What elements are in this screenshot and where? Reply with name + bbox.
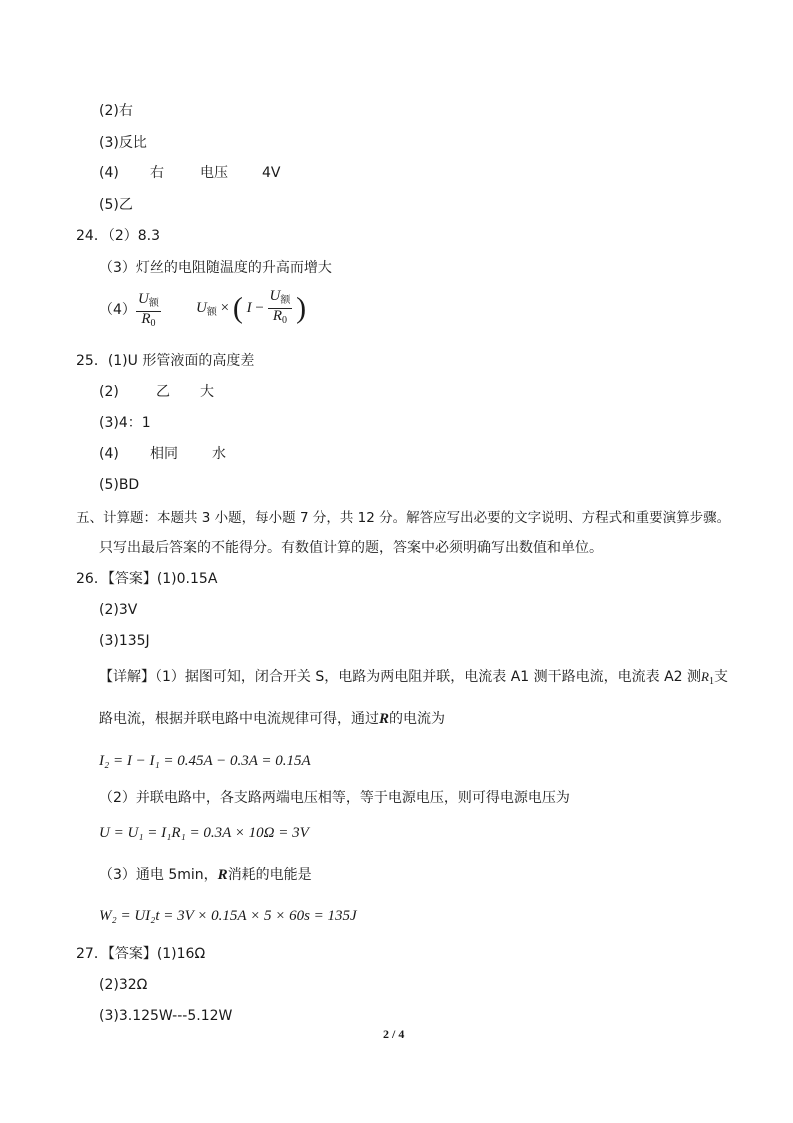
section-5-instructions-line-2: 只写出最后答案的不能得分。有数值计算的题，答案中必须明确写出数值和单位。 [99, 540, 603, 556]
q25-head: 25．(1)U 形管液面的高度差 [76, 353, 255, 369]
q25-answer-4-number: (4) [99, 446, 119, 462]
q25-answer-3: (3)4：1 [99, 415, 151, 431]
q23-answer-4-number: (4) [99, 165, 119, 181]
q24-head: 24．（2）8.3 [76, 228, 160, 244]
q27-head: 27．【答案】(1)16Ω [76, 946, 206, 962]
q27-answer-2: (2)32Ω [99, 977, 148, 993]
q23-answer-2: (2)右 [99, 103, 133, 119]
q26-answer-3: (3)135J [99, 633, 150, 649]
q26-detail-line-2: 路电流，根据并联电路中电流规律可得，通过R的电流为 [99, 711, 446, 727]
q25-answer-4-b: 水 [212, 446, 226, 462]
q23-answer-3: (3)反比 [99, 135, 147, 151]
q23-answer-5: (5)乙 [99, 197, 133, 213]
q24-formula-2: $U_额$ × ( I − $\frac{U_额}{R_0}$ ) [196, 288, 307, 326]
q26-detail-line-4: （3）通电 5min，R消耗的电能是 [99, 867, 312, 883]
q26-equation-1: I₂ = I − I₁ = 0.45A − 0.3A = 0.15A [99, 753, 311, 769]
q25-answer-4-a: 相同 [150, 446, 178, 462]
q26-equation-2: U = U₁ = I₁R₁ = 0.3A × 10Ω = 3V [99, 825, 309, 841]
q23-answer-4-b: 电压 [200, 165, 228, 181]
q25-answer-2-b: 大 [200, 384, 214, 400]
q25-answer-5: (5)BD [99, 477, 140, 493]
q26-answer-2: (2)3V [99, 602, 138, 618]
section-5-instructions-line-1: 五、计算题：本题共 3 小题，每小题 7 分，共 12 分。解答应写出必要的文字说明、方程式和重要演算步骤。 [76, 510, 731, 526]
q24-formula-1: $\frac{U_额}{R_0}$ [138, 291, 159, 329]
q25-answer-2-a: 乙 [156, 384, 170, 400]
q25-answer-2-number: (2) [99, 384, 119, 400]
q27-answer-3: (3)3.125W---5.12W [99, 1008, 233, 1024]
q23-answer-4-a: 右 [150, 165, 164, 181]
q24-answer-4-label: （4） [99, 302, 136, 318]
q23-answer-4-c: 4V [262, 165, 281, 181]
q26-equation-3: W₂ = UI₂t = 3V × 0.15A × 5 × 60s = 135J [99, 908, 357, 924]
page-number: 2 / 4 [383, 1027, 405, 1041]
q26-head: 26．【答案】(1)0.15A [76, 571, 218, 587]
q24-answer-3: （3）灯丝的电阻随温度的升高而增大 [99, 260, 332, 276]
q26-detail-line-1: 【详解】（1）据图可知，闭合开关 S，电路为两电阻并联，电流表 A1 测干路电流，电流表 A2 测$R_1$支 [99, 669, 728, 687]
q26-detail-line-3: （2）并联电路中，各支路两端电压相等，等于电源电压，则可得电源电压为 [99, 790, 570, 806]
